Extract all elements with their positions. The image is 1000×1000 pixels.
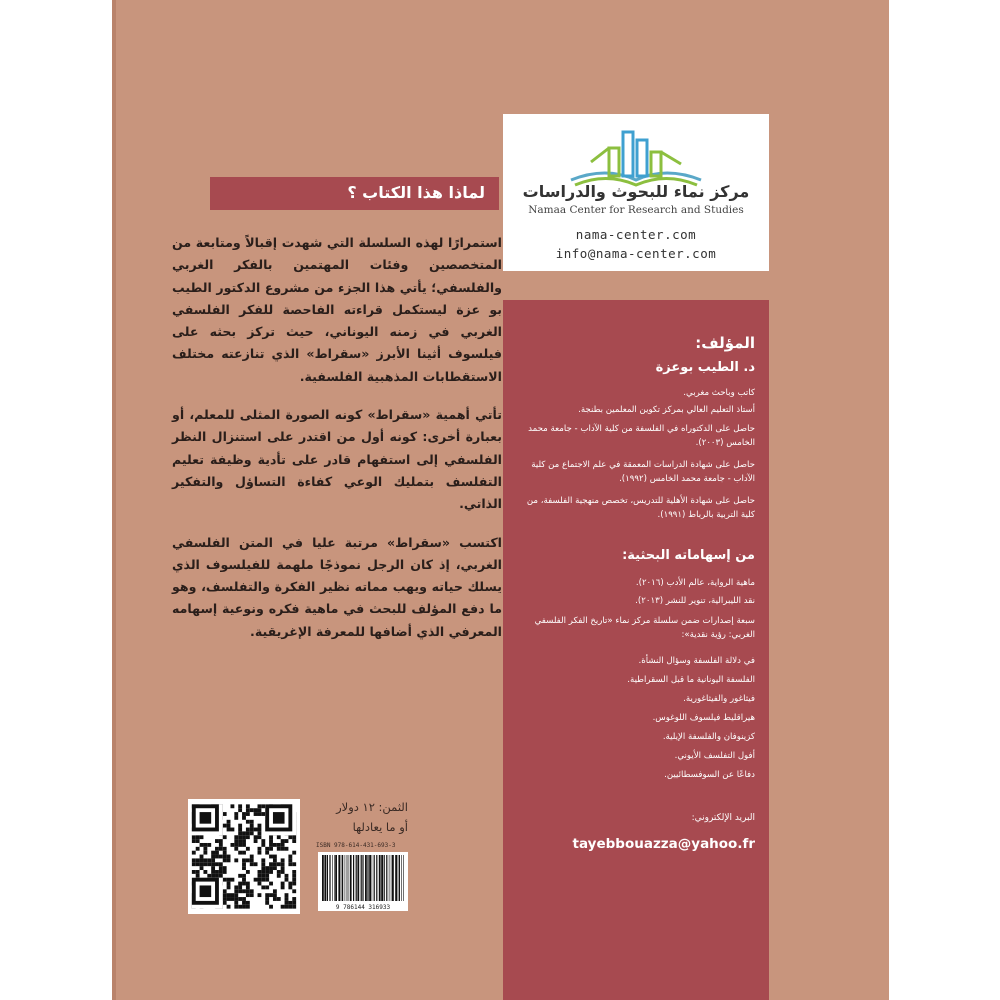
- isbn-text: ISBN 978-614-431-693-3: [316, 842, 396, 849]
- series-item: أفول التفلسف الأيوني.: [674, 751, 755, 761]
- description-paragraph: تأتي أهمية «سقراط» كونه الصورة المثلى للمعلم، أو بعبارة أخرى: كونه أول من اقتدر على استنزال النظر الفلسفي إلى استفهام قادر على تأدية وظيفة تعليم التفلسف بتمليك الوعي كفاءة التساؤل والتفكير الذاتي.: [172, 407, 502, 512]
- publisher-name-english: Namaa Center for Research and Studies: [528, 204, 744, 216]
- cover-edge: [112, 0, 116, 1000]
- author-panel: [503, 300, 769, 1000]
- description-paragraph: اكتسب «سقراط» مرتبة عليا في المتن الفلسفي الغربي، إذ كان الرجل نموذجًا ملهمة للفيلسوف الذي يسلك حياته ويهب مماته نظير الفكرة والتفلسف، وهو ما دفع المؤلف للبحث في ماهية فكره ونوعية إسهامه المعرفي الذي أضافها للمعرفة الإغريقية.: [172, 534, 502, 639]
- author-bio-item: حاصل على الدكتوراه في الفلسفة من كلية الآداب - جامعة محمد الخامس (٢٠٠٣).: [528, 424, 755, 448]
- publisher-logo-box: [503, 114, 769, 271]
- author-bio-item: حاصل على شهادة الدراسات المعمقة في علم الاجتماع من كلية الآداب - جامعة محمد الخامس (١٩٩٢).: [531, 460, 755, 484]
- series-item: دفاعًا عن السوفسطائيين.: [664, 770, 755, 780]
- price-equivalent: أو ما يعادلها: [352, 820, 408, 834]
- email-label: البريد الإلكتروني:: [691, 813, 755, 823]
- publisher-name-arabic: مركز نماء للبحوث والدراسات: [522, 182, 750, 201]
- price: الثمن: ١٢ دولار: [336, 800, 408, 814]
- author-heading: المؤلف:: [695, 334, 755, 352]
- description-paragraph: استمرارًا لهذه السلسلة التي شهدت إقبالاً ومتابعة من المتخصصين وفئات المهتمين بالفكر الغربي والفلسفي؛ يأتي هذا الجزء من مشروع الدكتور الطيب بو عزة ليستكمل قراءته الفاحصة للفكر الفلسفي الغربي في زمنه اليوناني، حيث تركز بحثه على فيلسوف أثينا الأبرز «سقراط» الذي تنازعته مختلف الاستقطابات المذهبية الفلسفية.: [172, 235, 502, 384]
- contribution-item: سبعة إصدارات ضمن سلسلة مركز نماء «تاريخ الفكر الفلسفي الغربي: رؤية نقدية»:: [534, 616, 755, 640]
- publisher-email: info@nama-center.com: [555, 246, 717, 261]
- why-this-book-heading-bar: [210, 177, 499, 210]
- series-item: الفلسفة اليونانية ما قبل السقراطية.: [627, 675, 755, 685]
- author-bio-item: أستاذ التعليم العالي بمركز تكوين المعلمين بطنجة.: [578, 405, 755, 415]
- series-item: هيراقليط فيلسوف اللوغوس.: [652, 713, 755, 723]
- publisher-website: nama-center.com: [575, 227, 697, 242]
- barcode-digits: 9 786144 316933: [318, 904, 408, 911]
- barcode-icon: [318, 852, 408, 904]
- book-description: [172, 232, 502, 659]
- contribution-item: ماهية الرواية، عالم الأدب (٢٠١٦).: [635, 578, 755, 588]
- series-item: فيثاغور والفيثاغورية.: [683, 694, 755, 704]
- qr-code-icon: [188, 799, 300, 914]
- author-email: tayebbouazza@yahoo.fr: [572, 836, 755, 852]
- series-item: كزينوفان والفلسفة الإيلية.: [662, 732, 755, 742]
- author-name: د. الطيب بوعزة: [655, 360, 755, 375]
- author-bio-item: حاصل على شهادة الأهلية للتدريس، تخصص منهجية الفلسفة، من كلية التربية بالرباط (١٩٩١).: [526, 496, 755, 520]
- author-bio-item: كاتب وباحث مغربي.: [683, 388, 755, 398]
- contributions-heading: من إسهاماته البحثية:: [622, 548, 755, 563]
- contribution-item: نقد الليبرالية، تنوير للنشر (٢٠١٣).: [635, 596, 755, 606]
- series-item: في دلالة الفلسفة وسؤال النشأة.: [638, 656, 755, 666]
- why-this-book-heading: لماذا هذا الكتاب ؟: [347, 183, 485, 202]
